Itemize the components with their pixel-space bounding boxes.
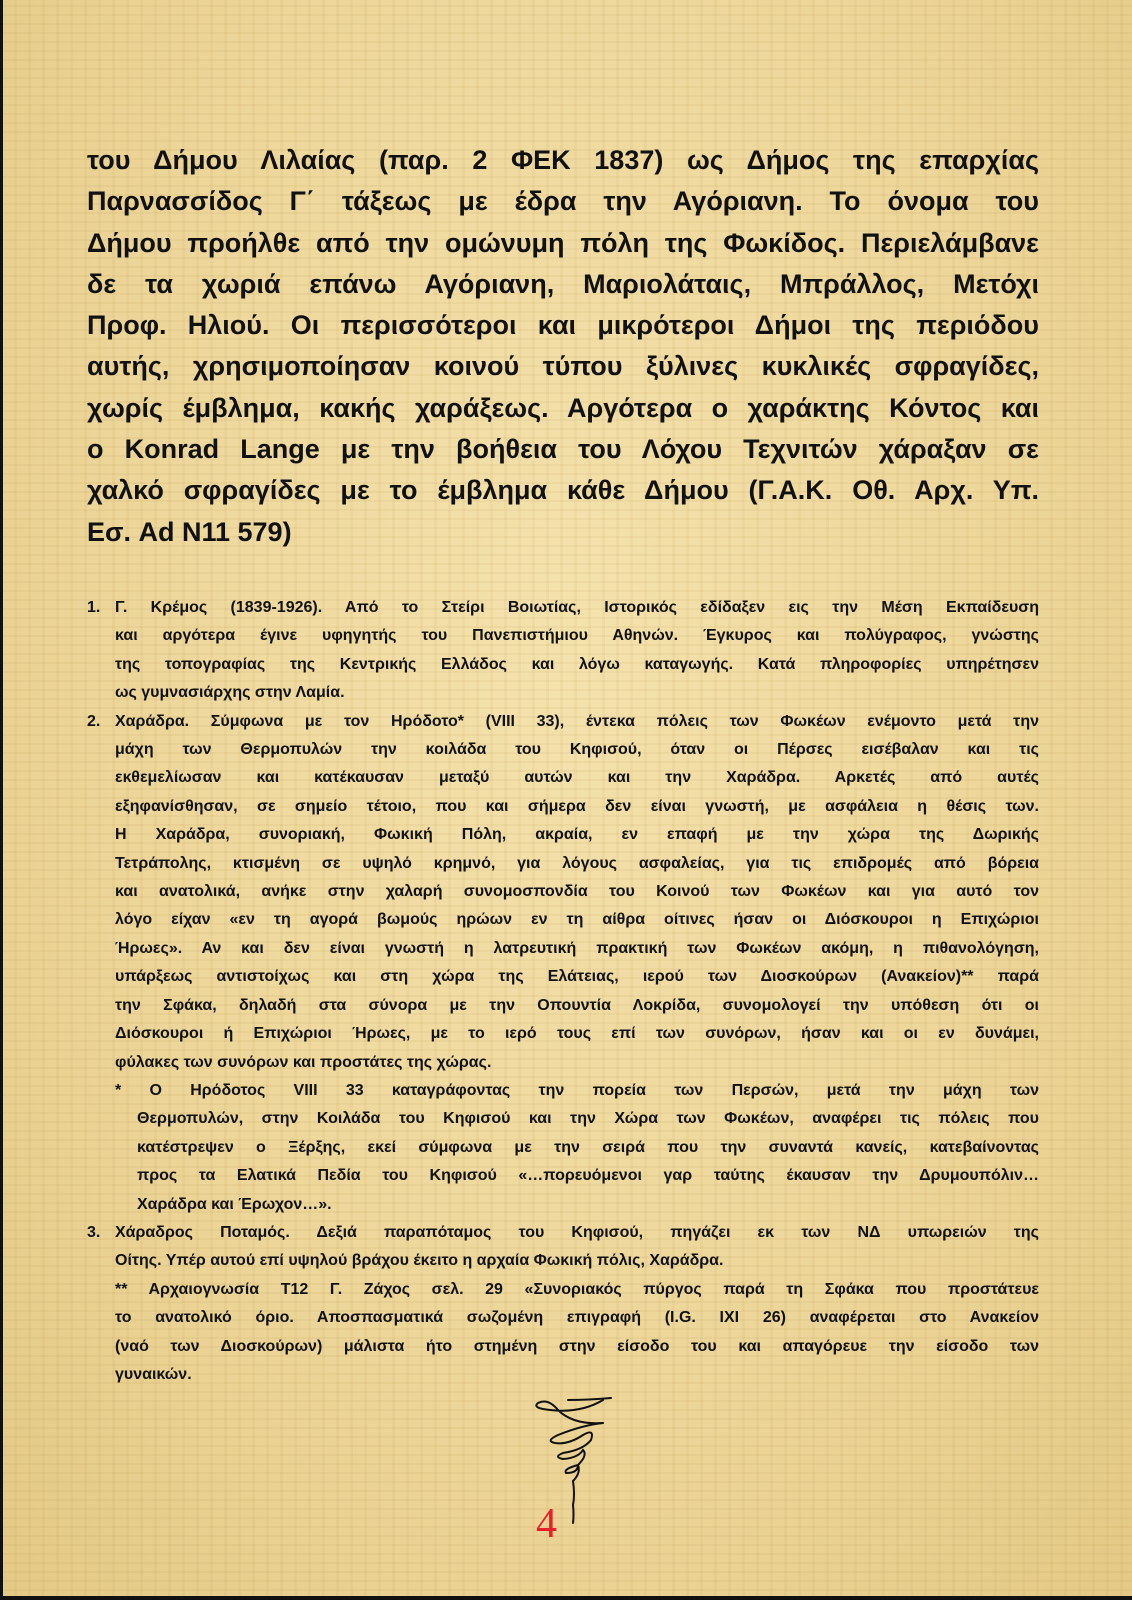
- text-line: εξηφανίσθησαν, σε σημείο τέτοιο, που και σήμερα δεν είναι γνωστή, με ασφάλεια η θέσις των.: [115, 797, 1039, 815]
- text-line: αυτής, χρησιμοποίησαν κοινού τύπου ξύλινες κυκλικές σφραγίδες,: [87, 351, 1039, 382]
- text-line: ως γυμνασιάρχης στην Λαμία.: [115, 684, 345, 702]
- double-asterisk-note: [87, 1276, 1039, 1390]
- text-line: δε τα χωριά επάνω Αγόριανη, Μαριολάταις, Μπράλλος, Μετόχι: [87, 268, 1039, 299]
- footnote: [87, 1219, 1039, 1276]
- footnote-number: 1.: [87, 599, 101, 616]
- text-line: Χαράδρα. Σύμφωνα με τον Ηρόδοτο* (VIII 33), έντεκα πόλεις των Φωκέων ενέμοντο μετά την: [115, 712, 1039, 730]
- text-line: του Δήμου Λιλαίας (παρ. 2 ΦΕΚ 1837) ως Δήμος της επαρχίας: [87, 145, 1039, 175]
- text-line: Ήρωες». Αν και δεν είναι γνωστή η λατρευτική πρακτική των Φωκέων ακόμη, η πιθανολόγηση,: [115, 939, 1039, 957]
- text-line: χωρίς έμβλημα, κακής χαράξεως. Αργότερα ο χαράκτης Κόντος και: [87, 392, 1039, 423]
- text-line: μάχη των Θερμοπυλών την κοιλάδα του Κηφισού, όταν οι Πέρσες εισέβαλαν και τις: [115, 741, 1039, 759]
- text-line: Δήμου προήλθε από την ομώνυμη πόλη της Φωκίδος. Περιελάμβανε: [87, 227, 1039, 258]
- text-line: το ανατολικό όριο. Αποσπασματικά σωζομένη επιγραφή (I.G. IXI 26) αναφέρεται στο Ανακείον: [115, 1309, 1039, 1327]
- page-number: 4: [536, 1501, 557, 1547]
- text-line: Θερμοπυλών, στην Κοιλάδα του Κηφισού και την Χώρα των Φωκέων, αναφέρει τις πόλεις που: [137, 1110, 1039, 1128]
- text-line: Οίτης. Υπέρ αυτού επί υψηλού βράχου έκειτο η αρχαία Φωκική πόλις, Χαράδρα.: [115, 1252, 724, 1270]
- text-line: υπάρξεως αντιστοίχως και στη χώρα της Ελάτειας, ιερού των Διοσκούρων (Ανακείον)** παρά: [115, 968, 1039, 986]
- text-line: και αργότερα έγινε υφηγητής του Πανεπιστήμιου Αθηνών. Έγκυρος και πολύγραφος, γνώστης: [115, 627, 1039, 645]
- text-line: της τοπογραφίας της Κεντρικής Ελλάδος και λόγω καταγωγής. Κατά πληροφορίες υπηρέτησεν: [115, 655, 1039, 673]
- text-line: * Ο Ηρόδοτος VIII 33 καταγράφοντας την πορεία των Περσών, μετά την μάχη των: [115, 1081, 1039, 1099]
- text-line: ο Konrad Lange με την βοήθεια του Λόχου Τεχνιτών χάραξαν σε: [87, 434, 1039, 465]
- text-line: και ανατολικά, ανήκε στην χαλαρή συνομοσπονδία του Κοινού των Φωκέων και για αυτό τον: [115, 883, 1039, 901]
- text-line: ** Αρχαιογνωσία Τ12 Γ. Ζάχος σελ. 29 «Συνοριακός πύργος παρά τη Σφάκα που προστάτευε: [115, 1280, 1039, 1298]
- main-paragraph: [87, 140, 1039, 553]
- text-line: Γ. Κρέμος (1839-1926). Από το Στείρι Βοιωτίας, Ιστορικός εδίδαξεν εις την Μέση Εκπαίδευση: [115, 599, 1039, 616]
- footnote-number: 3.: [87, 1223, 101, 1241]
- footnotes: [87, 594, 1039, 1389]
- text-line: Διόσκουροι ή Επιχώριοι Ήρωες, με το ιερό τους επί των συνόρων, ήσαν και οι εν δυνάμει,: [115, 1025, 1039, 1043]
- text-line: (ναό των Διοσκούρων) μάλιστα ήτο στημένη στην είσοδο του και απαγόρευε την είσοδο των: [115, 1337, 1039, 1355]
- text-line: κατέστρεψεν ο Ξέρξης, εκεί σύμφωνα με την σειρά που την συναντά κανείς, κατεβαίνοντας: [137, 1138, 1039, 1156]
- asterisk-note: [87, 1077, 1039, 1219]
- text-line: Προφ. Ηλιού. Οι περισσότεροι και μικρότεροι Δήμοι της περιόδου: [87, 310, 1039, 341]
- text-line: λόγο είχαν «εν τη αγορά βωμούς ηρώων εν τη αίθρα οίτινες ήσαν οι Διόσκουροι η Επιχώριοι: [115, 911, 1039, 929]
- footnote-number: 2.: [87, 712, 101, 730]
- text-line: γυναικών.: [115, 1365, 192, 1383]
- text-line: Χαράδρα και Έρωχον…».: [137, 1195, 332, 1213]
- footnote: [87, 708, 1039, 1077]
- text-line: Παρνασσίδος Γ΄ τάξεως με έδρα την Αγόριανη. Το όνομα του: [87, 186, 1039, 217]
- text-line: Τετράπολης, κτισμένη σε υψηλό κρημνό, για λόγους ασφαλείας, για τις επιδρομές από βόρεια: [115, 854, 1039, 872]
- text-line: Η Χαράδρα, συνοριακή, Φωκική Πόλη, ακραία, εν επαφή με την χώρα της Δωρικής: [115, 826, 1039, 844]
- text-line: Εσ. Ad N11 579): [87, 516, 292, 547]
- text-line: εκθεμελίωσαν και κατέκαυσαν μεταξύ αυτών και την Χαράδρα. Αρκετές από αυτές: [115, 769, 1039, 787]
- text-line: χαλκό σφραγίδες με το έμβλημα κάθε Δήμου (Γ.Α.Κ. Οθ. Αρχ. Υπ.: [87, 475, 1039, 506]
- text-line: φύλακες των συνόρων και προστάτες της χώρας.: [115, 1053, 492, 1071]
- text-line: προς τα Ελατικά Πεδία του Κηφισού «…πορευόμενοι γαρ ταύτης έκαυσαν την Δρυμουπόλιν…: [137, 1167, 1039, 1185]
- footnote: [87, 594, 1039, 708]
- text-line: την Σφάκα, δηλαδή στα σύνορα με την Οπουντία Λοκρίδα, συνομολογεί την υπόθεση ότι οι: [115, 996, 1039, 1014]
- text-line: Χάραδρος Ποταμός. Δεξιά παραπόταμος του Κηφισού, πηγάζει εκ των ΝΔ υπωρειών της: [115, 1223, 1039, 1241]
